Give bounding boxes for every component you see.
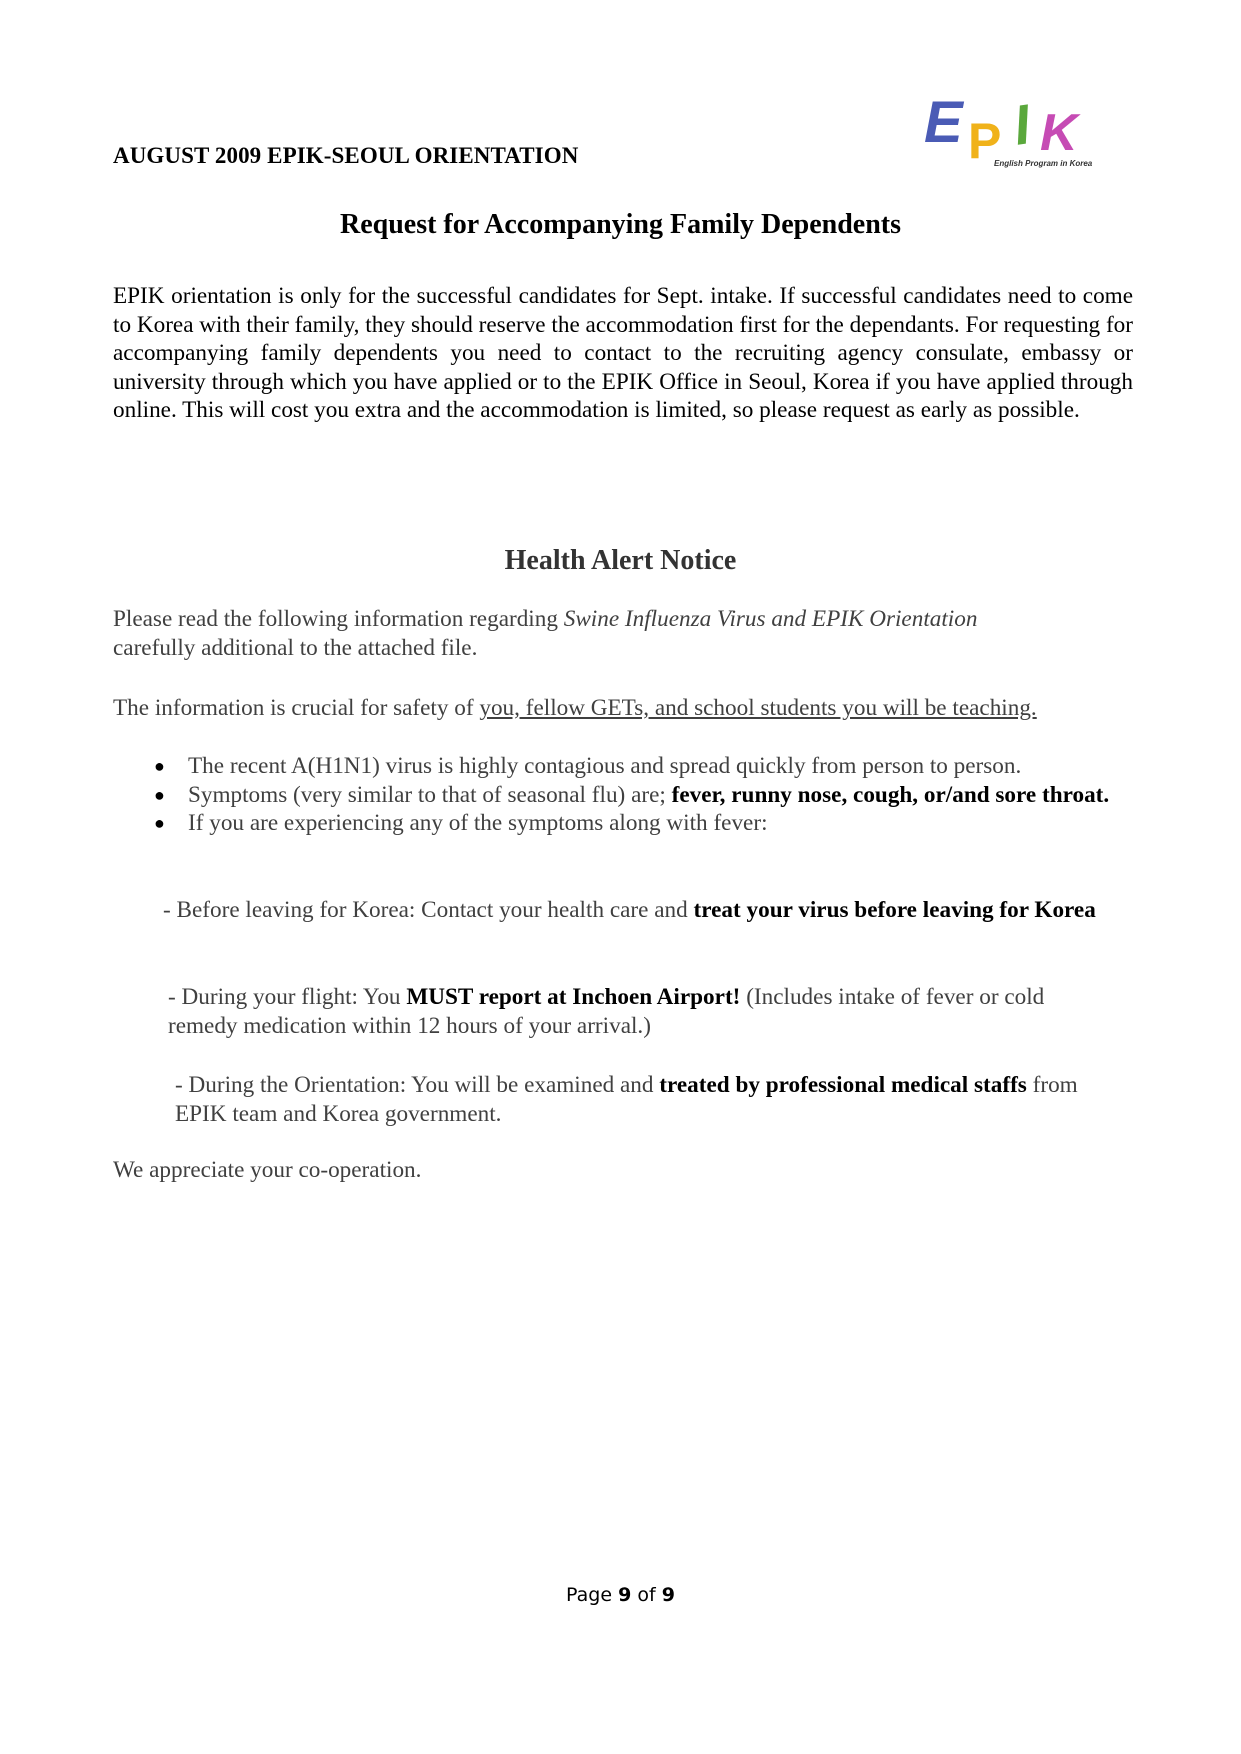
logo-tagline: English Program in Korea [994, 159, 1093, 168]
bullet-item: ● The recent A(H1N1) virus is highly contagious and spread quickly from person to person. [154, 753, 1022, 779]
bullet-icon: ● [154, 756, 165, 776]
total-pages: 9 [661, 1584, 675, 1606]
section-title-family-dependents: Request for Accompanying Family Dependents [339, 209, 902, 240]
section-title-health-alert: Health Alert Notice [504, 545, 737, 576]
step-bold: MUST report at Inchoen Airport! [406, 984, 741, 1010]
symptom-bullet-list [145, 752, 1135, 838]
epik-logo [922, 84, 1112, 172]
bullet-item: ● Symptoms (very similar to that of seasonal flu) are; fever, runny nose, cough, or/and sore throat. [154, 781, 1110, 808]
health-intro-paragraph [113, 605, 1143, 662]
step-bold: treat your virus before leaving for Korea [693, 897, 1096, 923]
family-dependents-paragraph: EPIK orientation is only for the successful candidates for Sept. intake. If successful candidates need to come to Korea with their family, they should reserve the accommodation first for the dependants. For requesting for accompanying family dependents you need to contact to the recruiting agency consulate, embassy or university through which you have applied or to the EPIK Office in Seoul, Korea if you have applied through online. This will cost you extra and the accommodation is limited, so please request as early as possible. [113, 283, 1133, 424]
intro-text-continued: carefully additional to the attached file. [113, 634, 478, 661]
intro-italic-subject: Swine Influenza Virus and EPIK Orientation [563, 606, 978, 632]
step-during-flight: - During your flight: You MUST report at Inchoen Airport! (Includes intake of fever or cold remedy medication within 12 hours of your arrival.) [168, 984, 1045, 1039]
bullet-icon: ● [154, 813, 165, 834]
step-during-orientation: - During the Orientation: You will be examined and treated by professional medical staffs from EPIK team and Korea government. [175, 1072, 1078, 1127]
bullet-icon: ● [154, 784, 165, 805]
bullet-item: ● If you are experiencing any of the symptoms along with fever: [154, 810, 768, 837]
logo-letter-k: K [1040, 104, 1078, 162]
symptoms-bold: fever, runny nose, cough, or/and sore throat. [671, 781, 1110, 808]
crucial-underlined-text: you, fellow GETs, and school students you will be teaching. [479, 695, 1037, 721]
intro-text: Please read the following information regarding [113, 606, 564, 632]
current-page: 9 [618, 1584, 632, 1606]
logo-letter-i: I [1009, 92, 1034, 157]
page-number: Page 9 of 9 [566, 1584, 675, 1606]
logo-letter-p: P [968, 113, 1002, 169]
step-bold: treated by professional medical staffs [659, 1072, 1027, 1098]
document-header: AUGUST 2009 EPIK-SEOUL ORIENTATION [113, 143, 579, 168]
logo-letter-e: E [924, 90, 963, 155]
crucial-text: The information is crucial for safety of [113, 695, 480, 721]
crucial-paragraph [113, 694, 1037, 723]
closing-line: We appreciate your co-operation. [113, 1157, 422, 1183]
epik-logo-graphic [922, 84, 1112, 172]
step-before-leaving: - Before leaving for Korea: Contact your health care and treat your virus before leaving for Korea [163, 897, 1096, 923]
